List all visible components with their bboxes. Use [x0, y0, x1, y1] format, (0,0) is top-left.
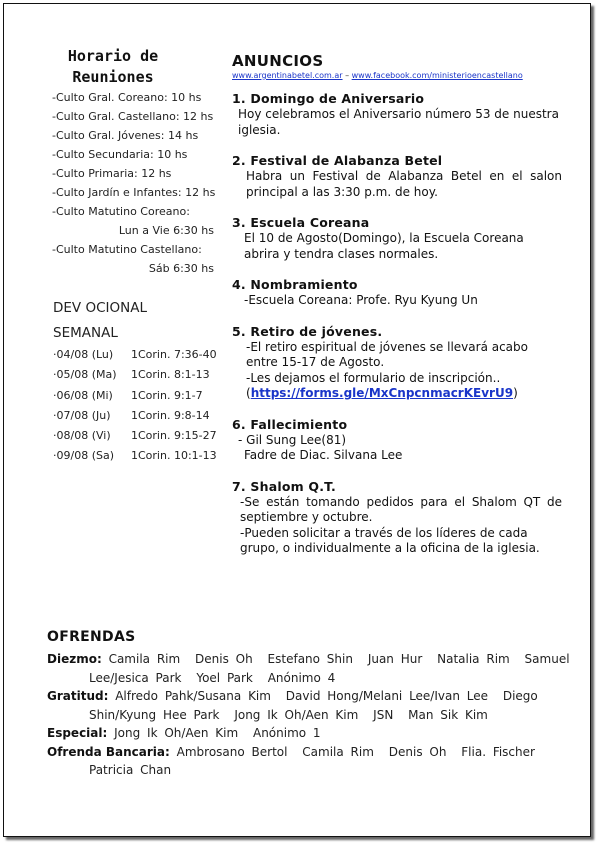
- schedule-title-line2: Reuniones: [72, 68, 154, 86]
- offering-name: Anónimo 1: [252, 726, 321, 740]
- schedule-item-time: Lun a Vie 6:30 hs: [118, 224, 214, 237]
- announcement-heading: 2. Festival de Alabanza Betel: [232, 153, 443, 168]
- announcement-item: [232, 416, 562, 464]
- offering-group-bancaria: [47, 743, 572, 780]
- announcement-item: [232, 276, 562, 309]
- offering-label: Gratitud:: [47, 689, 109, 703]
- offering-group-especial: [47, 724, 572, 743]
- devotional-row: [53, 426, 223, 446]
- website-link[interactable]: www.argentinabetel.com.ar: [232, 71, 343, 80]
- devotional-row: [53, 446, 223, 466]
- devotional-title-line1: DEV OCIONAL: [53, 300, 147, 316]
- schedule-item: -Culto Jardín e Infantes: 12 hs: [52, 186, 216, 199]
- devotional-ref: 1Corin. 9:1-7: [131, 388, 203, 402]
- offering-label: Ofrenda Bancaria:: [47, 744, 170, 759]
- offering-name: Yoel Park: [196, 670, 253, 685]
- registration-form-link[interactable]: https://forms.gle/MxCnpcnmacrKEvrU9: [250, 386, 514, 400]
- schedule-item: -Culto Secundaria: 10 hs: [52, 148, 188, 161]
- offering-name: Jong Ik Oh/Aen Kim: [114, 726, 239, 740]
- announcement-text: -Pueden solicitar a través de los líderes de cada grupo, o individualmente a la oficina de la iglesia.: [240, 525, 540, 555]
- devotional-title: [53, 296, 147, 346]
- announcement-text: Hoy celebramos el Aniversario número 53 de nuestra iglesia.: [238, 107, 559, 137]
- offering-name: Samuel Lee/Jesica Park: [89, 652, 570, 685]
- offering-name: Estefano Shin: [267, 652, 353, 666]
- offering-name: Patricia Chan: [89, 763, 172, 777]
- devotional-date: ·04/08 (Lu): [53, 348, 114, 361]
- schedule-item-time: Sáb 6:30 hs: [148, 262, 214, 275]
- schedule-item: -Culto Primaria: 12 hs: [52, 167, 172, 180]
- devotional-date: ·05/08 (Ma): [53, 368, 117, 382]
- announcement-text: Habra un Festival de Alabanza Betel en el salon principal a las 3:30 p.m. de hoy.: [246, 169, 562, 199]
- devotional-title-line2: SEMANAL: [53, 325, 118, 341]
- schedule-item: -Culto Gral. Coreano: 10 hs: [52, 91, 202, 104]
- announcements-links: [232, 71, 523, 80]
- schedule-item: -Culto Gral. Castellano: 12 hs: [52, 110, 214, 123]
- offering-name: Denis Oh: [388, 744, 447, 759]
- announcement-item: [232, 152, 562, 200]
- link-separator: –: [345, 71, 350, 80]
- offering-name: Natalia Rim: [437, 652, 510, 666]
- offering-name: David Hong/Melani Lee/Ivan Lee: [285, 689, 489, 703]
- announcement-form-line: [232, 386, 562, 402]
- devotional-date: ·07/08 (Ju): [53, 408, 111, 422]
- announcement-item: [232, 214, 562, 262]
- announcement-text: -Se están tomando pedidos para el Shalom QT de septiembre y octubre.: [240, 494, 562, 524]
- announcement-item: [232, 478, 562, 557]
- offering-name: Denis Oh: [195, 652, 253, 666]
- offering-name: Camila Rim: [302, 744, 374, 759]
- announcement-heading: 4. Nombramiento: [232, 277, 358, 292]
- devotional-ref: 1Corin. 9:8-14: [131, 408, 210, 422]
- devotional-row: [53, 406, 223, 426]
- announcement-heading: 7. Shalom Q.T.: [232, 478, 336, 494]
- offering-name: Anónimo 4: [267, 670, 336, 685]
- offering-name: Camila Rim: [108, 652, 181, 666]
- devotional-date: ·06/08 (Mi): [53, 388, 113, 402]
- schedule-item: -Culto Matutino Castellano:: [52, 243, 202, 256]
- announcements-title: ANUNCIOS: [232, 52, 324, 70]
- schedule-title: [53, 46, 173, 88]
- offering-name: Man Sik Kim: [408, 707, 488, 722]
- announcement-text: El 10 de Agosto(Domingo), la Escuela Coreana abrira y tendra clases normales.: [244, 231, 524, 261]
- offering-name: Diego Shin/Kyung Hee Park: [89, 689, 538, 722]
- schedule-title-line1: Horario de: [67, 47, 159, 65]
- offering-name: Juan Hur: [367, 652, 423, 666]
- devotional-ref: 1Corin. 7:36-40: [131, 348, 217, 361]
- devotional-ref: 1Corin. 10:1-13: [131, 449, 217, 463]
- announcement-item: [232, 323, 562, 402]
- announcement-heading: 5. Retiro de jóvenes.: [232, 323, 383, 339]
- announcements-list: [232, 90, 562, 571]
- devotional-ref: 1Corin. 9:15-27: [131, 429, 217, 443]
- schedule-list: [52, 88, 214, 278]
- announcement-text: -Les dejamos el formulario de inscripción..: [246, 370, 501, 385]
- offerings-section: [47, 627, 572, 780]
- announcement-item: [232, 90, 562, 138]
- announcement-text: -Escuela Coreana: Profe. Ryu Kyung Un: [244, 293, 478, 307]
- form-paren-open: (: [246, 386, 251, 400]
- offering-label: Especial:: [47, 726, 108, 740]
- form-paren-close: ): [513, 386, 518, 400]
- announcement-heading: 1. Domingo de Aniversario: [232, 91, 425, 106]
- offering-group-diezmo: [47, 650, 572, 687]
- schedule-item: -Culto Gral. Jóvenes: 14 hs: [52, 129, 199, 142]
- facebook-link[interactable]: www.facebook.com/ministerioencastellano: [351, 71, 523, 80]
- announcement-text: - Gil Sung Lee(81): [238, 432, 347, 447]
- announcement-heading: 6. Fallecimiento: [232, 416, 348, 432]
- devotional-list: [53, 345, 223, 467]
- devotional-ref: 1Corin. 8:1-13: [131, 368, 210, 382]
- announcement-text: Fadre de Diac. Silvana Lee: [244, 448, 403, 462]
- offering-group-gratitud: [47, 687, 572, 724]
- offering-label: Diezmo:: [47, 652, 102, 666]
- offering-name: Ambrosano Bertol: [176, 744, 288, 759]
- offering-name: Jong Ik Oh/Aen Kim: [234, 707, 359, 722]
- devotional-row: [53, 345, 223, 365]
- devotional-date: ·09/08 (Sa): [53, 449, 114, 463]
- devotional-row: [53, 386, 223, 406]
- offering-name: Alfredo Pahk/Susana Kim: [115, 689, 271, 703]
- announcement-text: -El retiro espiritual de jóvenes se llevará acabo entre 15-17 de Agosto.: [246, 339, 528, 369]
- schedule-item: -Culto Matutino Coreano:: [52, 205, 190, 218]
- offerings-title: OFRENDAS: [47, 629, 136, 645]
- devotional-date: ·08/08 (Vi): [53, 429, 111, 443]
- devotional-row: [53, 365, 223, 385]
- offering-name: JSN: [373, 707, 394, 722]
- offering-name: Flia. Fischer: [461, 744, 535, 759]
- announcement-heading: 3. Escuela Coreana: [232, 215, 370, 230]
